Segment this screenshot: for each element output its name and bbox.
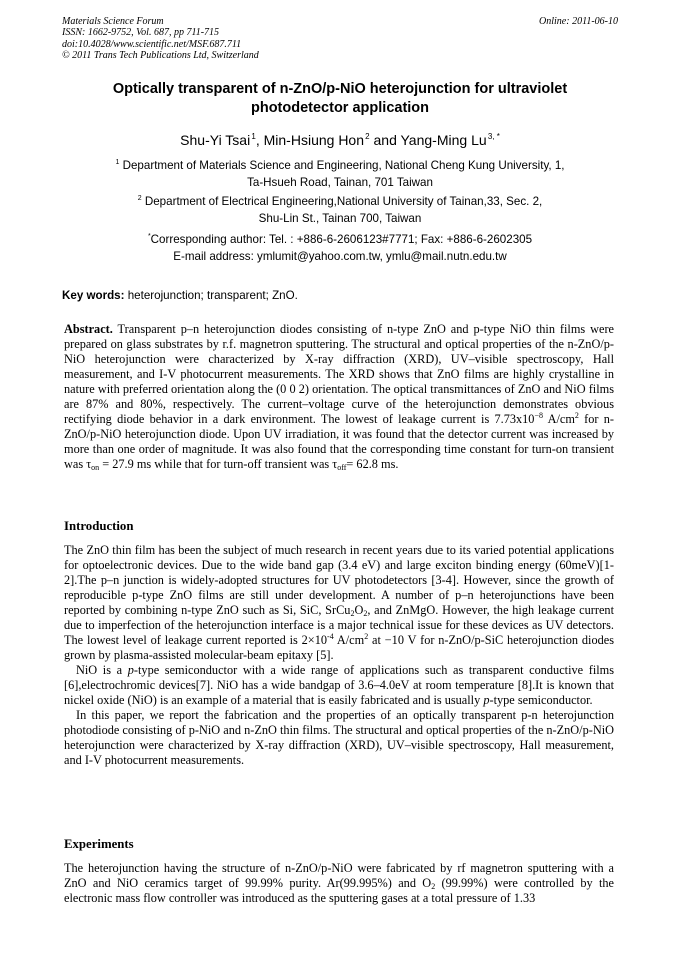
affiliation-2-marker: 2 xyxy=(137,195,142,202)
affiliation-2 xyxy=(62,191,618,227)
experiments-body xyxy=(64,861,614,906)
corresponding-author xyxy=(62,229,618,249)
intro-p1-sub-2: 2 xyxy=(363,609,368,618)
abstract-sub-on: on xyxy=(91,463,100,472)
intro-p1-sup-1: -4 xyxy=(327,632,334,641)
abstract-sup-2: 2 xyxy=(574,411,579,420)
journal-name: Materials Science Forum xyxy=(62,16,164,27)
abstract-text-2: A/cm xyxy=(542,412,575,426)
intro-p2-text-b: -type semiconductor with a wide range of applications such as transparent conductive films [6],electrochromic devices[7]. NiO has a wide bandgap of 3.6–4.0eV at room temperature [8].It is known that nickel oxide (NiO) is an example of a material that is easily fabricated and is usually xyxy=(64,663,615,707)
exp-p1-sub: 2 xyxy=(431,882,436,891)
author-1: Shu-Yi Tsai xyxy=(180,132,251,148)
abstract-label: Abstract. xyxy=(64,322,113,336)
abstract-sub-off: off xyxy=(337,463,347,472)
author-1-affil: 1 xyxy=(251,132,256,141)
intro-p1-sub-1: 2 xyxy=(350,609,355,618)
abstract-text-4: = 27.9 ms while that for turn-off transient was τ xyxy=(99,457,338,471)
title-line-1: Optically transparent of n-ZnO/p-NiO heterojunction for ultraviolet xyxy=(112,81,568,97)
copyright-line: © 2011 Trans Tech Publications Ltd, Switzerland xyxy=(62,49,259,61)
author-2-affil: 2 xyxy=(365,132,370,141)
intro-paragraph-2 xyxy=(64,663,614,708)
abstract-text-5: = 62.8 ms. xyxy=(346,457,399,471)
intro-p1-text-e: at −10 V for n-ZnO/p-SiC heterojunction diodes grown by plasma-assisted molecular-beam epitaxy [5]. xyxy=(64,633,614,662)
intro-p2-italic-1: p xyxy=(127,663,134,677)
abstract-text-3: for n-ZnO/p-NiO heterojunction diode. Upon UV irradiation, it was found that the detector current was increased by more than one order of magnitude. It was also found that the corresponding time constant for turn-on transient was τ xyxy=(64,412,615,471)
title-line-2: photodetector application xyxy=(250,100,430,116)
intro-p1-text-c: , and ZnMgO. However, the high leakage current due to imperfection of the heterojunction interface is a major technical issue for these devices as UV detectors. The lowest level of leakage current reported is 2×10 xyxy=(64,603,614,647)
abstract-text-1: Transparent p–n heterojunction diodes consisting of n-type ZnO and p-type NiO thin films were prepared on glass substrates by r.f. magnetron sputtering. The structural and optical properties of the n-ZnO/p-NiO heterojunction were characterized by X-ray diffraction (XRD), UV–visible spectroscopy, Hall measurement, and I-V photocurrent measurements. The XRD shows that ZnO films are highly crystalline in nature with preferred orientation along the (0 0 2) orientation. The optical transmittances of ZnO and NiO films are 87% and 80%, respectively. The current–voltage curve of the heterojunction demonstrates obvious rectifying diode behavior in a dark environment. The lowest of leakage current is 7.73x10 xyxy=(64,322,614,426)
intro-p1-text-d: A/cm xyxy=(333,633,365,647)
intro-paragraph-1 xyxy=(64,543,614,663)
affiliation-2-line-1: Department of Electrical Engineering,National University of Tainan,33, Sec. 2, xyxy=(141,195,543,208)
email-address: E-mail address: ymlumit@yahoo.com.tw, ymlu@mail.nutn.edu.tw xyxy=(173,250,507,263)
exp-paragraph-1 xyxy=(64,861,614,906)
affiliation-2-line-2: Shu-Lin St., Tainan 700, Taiwan xyxy=(258,211,422,225)
author-2: , Min-Hsiung Hon xyxy=(255,132,364,148)
online-date: Online: 2011-06-10 xyxy=(539,16,618,27)
corresponding-contact: Corresponding author: Tel. : +886-6-2606123#7771; Fax: +886-6-2602305 xyxy=(150,233,533,246)
intro-p2-text-c: -type semiconductor. xyxy=(489,693,593,707)
intro-paragraph-3: In this paper, we report the fabrication and the properties of an optically transparent p-n heterojunction photodiode consisting of p-NiO and n-ZnO thin films. The structural and optical properties of the n-ZnO/p-NiO heterojunction were characterized by X-ray diffraction (XRD), UV–visible spectroscopy, Hall measurement, and I-V photocurrent measurements. xyxy=(64,708,614,767)
exp-p1-text-b: (99.99%) were controlled by the electronic mass flow controller was introduced as the sputtering gases at a total pressure of 1.33 xyxy=(64,876,614,905)
issn-line: ISSN: 1662-9752, Vol. 687, pp 711-715 xyxy=(62,27,220,39)
keywords xyxy=(62,288,618,303)
doi-line: doi:10.4028/www.scientific.net/MSF.687.711 xyxy=(62,38,242,50)
paper-title xyxy=(62,80,618,118)
journal-header xyxy=(62,16,618,61)
affiliation-1-line-1: Department of Materials Science and Engineering, National Cheng Kung University, 1, xyxy=(119,159,565,172)
affiliation-1-line-2: Ta-Hsueh Road, Tainan, 701 Taiwan xyxy=(247,175,433,189)
intro-p1-text-b: O xyxy=(354,603,364,617)
author-3: and Yang-Ming Lu xyxy=(369,132,487,148)
affiliation-1 xyxy=(62,155,618,191)
intro-p1-text-a: The ZnO thin film has been the subject of much research in recent years due to its varied potential applications for optoelectronic devices. Due to the wide band gap (3.4 eV) and large exciton binding energy (60meV)[1-2].The p–n junction is widely-adopted structures for UV photodetectors [3-4]. However, since the growth of reproducible p-type ZnO films are still under development. A number of p–n heterojunctions have been reported by combining n-type ZnO such as Si, SiC, SrCu xyxy=(64,543,614,617)
author-list xyxy=(62,128,618,149)
abstract xyxy=(64,322,614,472)
intro-p2-text-a: NiO is a xyxy=(76,663,128,677)
author-3-affil: 3, * xyxy=(487,132,500,141)
introduction-heading: Introduction xyxy=(64,519,134,533)
exp-p1-text-a: The heterojunction having the structure of n-ZnO/p-NiO were fabricated by rf magnetron sputtering with a ZnO and NiO ceramics target of 99.99% purity. Ar(99.995%) and O xyxy=(64,861,614,890)
experiments-heading: Experiments xyxy=(64,837,134,851)
intro-p1-sup-2: 2 xyxy=(364,632,369,641)
affiliation-1-marker: 1 xyxy=(115,159,120,166)
corresponding-marker: * xyxy=(147,233,151,240)
abstract-sup-1: −8 xyxy=(534,411,543,420)
introduction-body xyxy=(64,543,614,768)
keywords-text: heterojunction; transparent; ZnO. xyxy=(124,289,298,302)
keywords-label: Key words: xyxy=(62,289,125,302)
intro-p2-italic-2: p xyxy=(483,693,490,707)
